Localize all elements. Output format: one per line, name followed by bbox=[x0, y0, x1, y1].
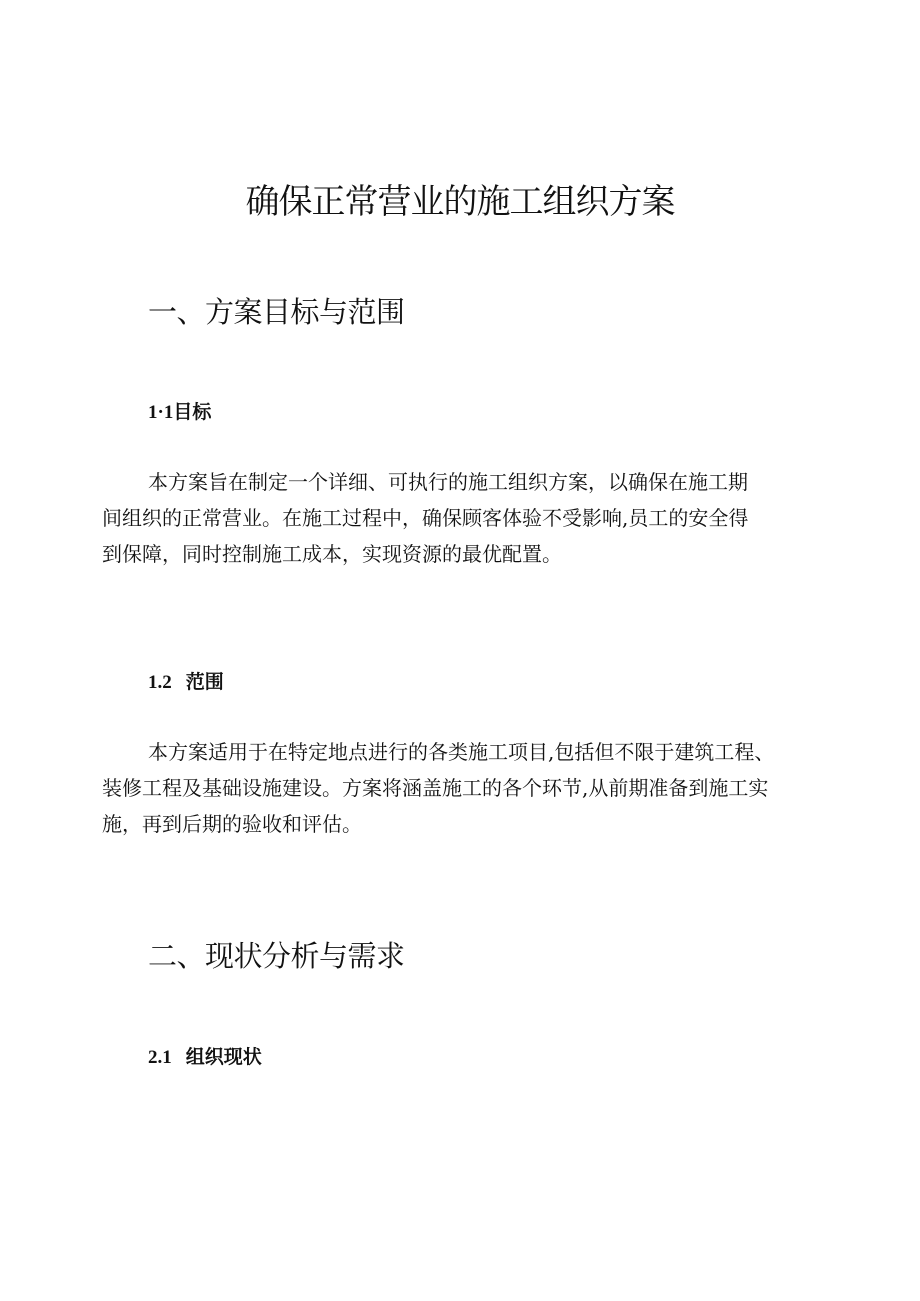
subsection-number: 1.2 bbox=[148, 672, 172, 693]
document-title: 确保正常营业的施工组织方案 bbox=[245, 182, 675, 222]
section-heading-2: 二、现状分析与需求 bbox=[148, 939, 405, 973]
subsection-title: 目标 bbox=[173, 401, 212, 423]
paragraph-scope bbox=[102, 734, 842, 842]
subsection-number: 1·1 bbox=[148, 402, 174, 423]
subsection-title: 组织现状 bbox=[185, 1046, 262, 1068]
paragraph-line: 本方案适用于在特定地点进行的各类施工项目,包括但不限于建筑工程、 bbox=[148, 740, 775, 764]
paragraph-line: 施，再到后期的验收和评估。 bbox=[102, 812, 362, 836]
subsection-heading-1-2 bbox=[148, 668, 224, 697]
paragraph-line: 间组织的正常营业。在施工过程中，确保顾客体验不受影响,员工的安全得 bbox=[102, 506, 749, 530]
paragraph-line: 到保障，同时控制施工成本，实现资源的最优配置。 bbox=[102, 542, 562, 566]
paragraph-goal bbox=[102, 464, 842, 572]
paragraph-line: 本方案旨在制定一个详细、可执行的施工组织方案，以确保在施工期 bbox=[148, 470, 748, 494]
subsection-heading-1-1 bbox=[148, 398, 211, 427]
subsection-title: 范围 bbox=[185, 671, 224, 693]
paragraph-line: 装修工程及基础设施建设。方案将涵盖施工的各个环节,从前期准备到施工实 bbox=[102, 776, 769, 800]
subsection-heading-2-1 bbox=[148, 1043, 262, 1072]
subsection-number: 2.1 bbox=[148, 1047, 172, 1068]
section-heading-1: 一、方案目标与范围 bbox=[148, 295, 405, 329]
